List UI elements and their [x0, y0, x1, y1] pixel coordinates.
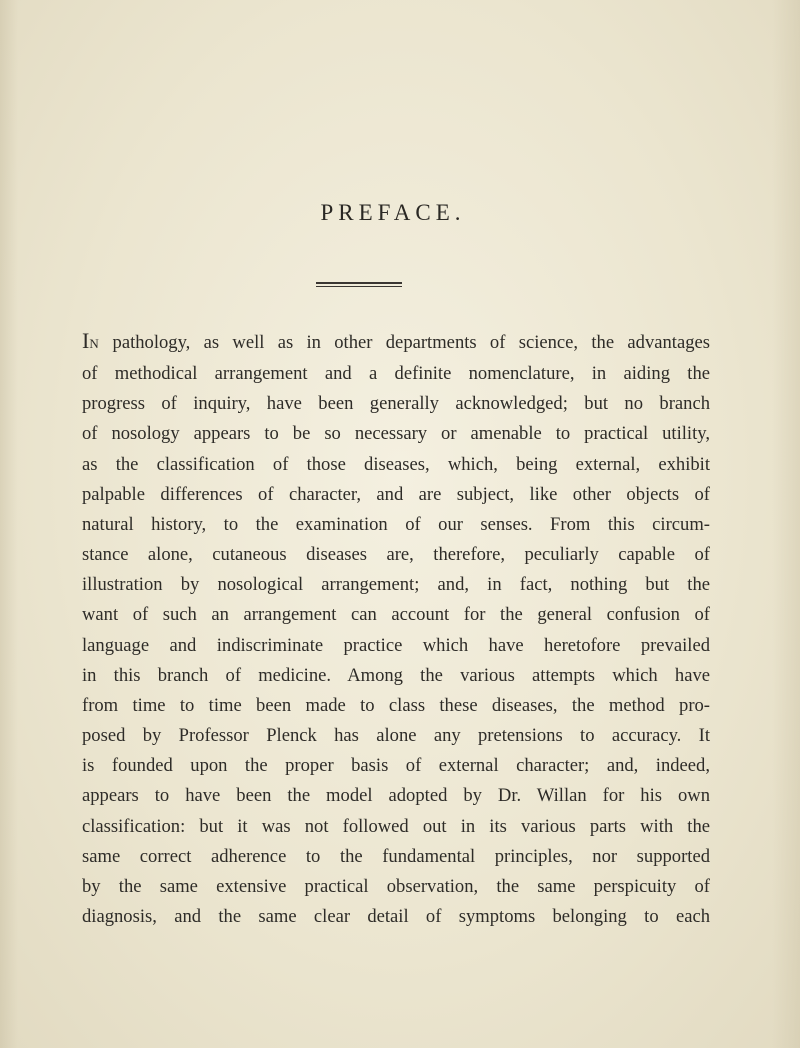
- small-cap-rest: N: [89, 336, 100, 351]
- paragraph-line: as the classification of those diseases, which, being external, exhibit: [82, 453, 710, 475]
- paragraph-line: want of such an arrangement can account for the general confusion of: [82, 604, 710, 626]
- paragraph-line: diagnosis, and the same clear detail of symptoms belonging to each: [82, 905, 710, 927]
- paragraph-line: illustration by nosological arrangement; and, in fact, nothing but the: [82, 574, 710, 596]
- drop-cap-initial: I: [82, 328, 90, 353]
- paragraph-line: stance alone, cutaneous diseases are, therefore, peculiarly capable of: [82, 544, 710, 566]
- page-title: PREFACE.: [320, 200, 466, 225]
- paragraph-line: of nosology appears to be so necessary or amenable to practical utility,: [82, 423, 710, 445]
- paragraph-line: of methodical arrangement and a definite nomenclature, in aiding the: [82, 363, 710, 385]
- paragraph-line: classification: but it was not followed out in its various parts with the: [82, 815, 710, 837]
- title-rule-thick: [316, 282, 402, 284]
- paragraph-line: progress of inquiry, have been generally acknowledged; but no branch: [82, 393, 710, 415]
- paragraph-line: palpable differences of character, and are subject, like other objects of: [82, 483, 710, 505]
- paragraph-line: language and indiscriminate practice which have heretofore prevailed: [82, 634, 710, 656]
- page-right-shadow: [772, 0, 800, 1048]
- paragraph-line: by the same extensive practical observation, the same perspicuity of: [82, 875, 710, 897]
- paragraph-line-1: [82, 326, 710, 359]
- preface-paragraph: [82, 326, 710, 932]
- title-rule-thin: [316, 286, 402, 287]
- paragraph-line: from time to time been made to class these diseases, the method pro-: [82, 694, 710, 716]
- paragraph-line: appears to have been the model adopted by Dr. Willan for his own: [82, 785, 710, 807]
- page-left-shadow: [0, 0, 18, 1048]
- paragraph-line-1-text: pathology, as well as in other departments of science, the advantages: [99, 332, 710, 353]
- paragraph-line: is founded upon the proper basis of external character; and, indeed,: [82, 755, 710, 777]
- paragraph-line: in this branch of medicine. Among the various attempts which have: [82, 664, 710, 686]
- paragraph-line: natural history, to the examination of our senses. From this circum-: [82, 513, 710, 535]
- paragraph-line: same correct adherence to the fundamental principles, nor supported: [82, 845, 710, 867]
- paragraph-line: posed by Professor Plenck has alone any pretensions to accuracy. It: [82, 725, 710, 747]
